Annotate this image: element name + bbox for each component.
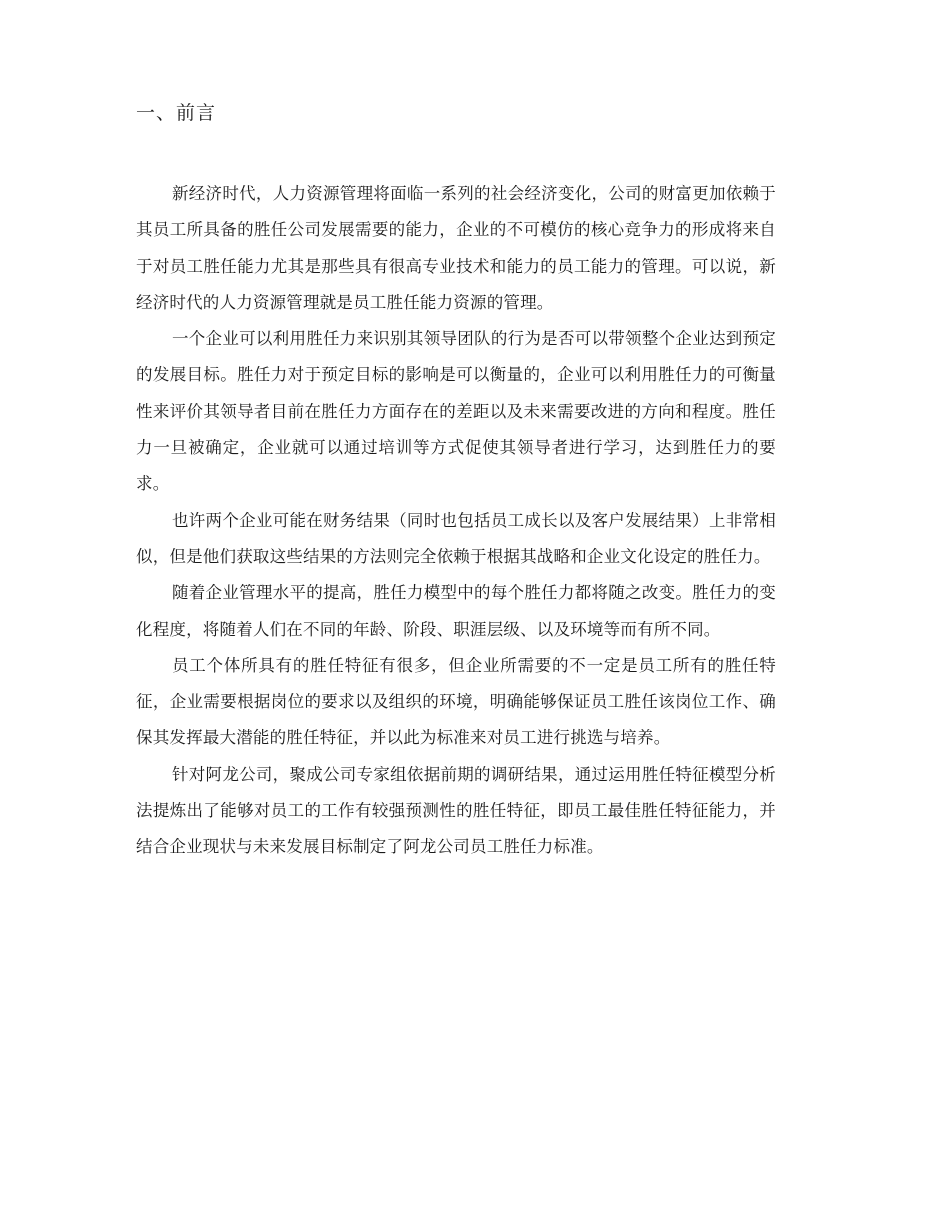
paragraph: 针对阿龙公司，聚成公司专家组依据前期的调研结果，通过运用胜任特征模型分析法提炼出了能够对员工的工作有较强预测性的胜任特征，即员工最佳胜任特征能力，并结合企业现状与未来发展目标制定了阿龙公司员工胜任力标准。 — [136, 764, 776, 857]
section-heading: 一、前言 — [136, 102, 217, 124]
paragraph: 新经济时代，人力资源管理将面临一系列的社会经济变化，公司的财富更加依赖于其员工所具备的胜任公司发展需要的能力，企业的不可模仿的核心竞争力的形成将来自于对员工胜任能力尤其是那些具有很高专业技术和能力的员工能力的管理。可以说，新经济时代的人力资源管理就是员工胜任能力资源的管理。 — [136, 184, 776, 312]
paragraph: 也许两个企业可能在财务结果（同时也包括员工成长以及客户发展结果）上非常相似，但是他们获取这些结果的方法则完全依赖于根据其战略和企业文化设定的胜任力。 — [136, 510, 776, 566]
document-body — [136, 176, 776, 866]
paragraph: 员工个体所具有的胜任特征有很多，但企业所需要的不一定是员工所有的胜任特征，企业需要根据岗位的要求以及组织的环境，明确能够保证员工胜任该岗位工作、确保其发挥最大潜能的胜任特征，并以此为标准来对员工进行挑选与培养。 — [136, 655, 776, 748]
paragraph: 一个企业可以利用胜任力来识别其领导团队的行为是否可以带领整个企业达到预定的发展目标。胜任力对于预定目标的影响是可以衡量的，企业可以利用胜任力的可衡量性来评价其领导者目前在胜任力方面存在的差距以及未来需要改进的方向和程度。胜任力一旦被确定，企业就可以通过培训等方式促使其领导者进行学习，达到胜任力的要求。 — [136, 329, 776, 494]
paragraph: 随着企业管理水平的提高，胜任力模型中的每个胜任力都将随之改变。胜任力的变化程度，将随着人们在不同的年龄、阶段、职涯层级、以及环境等而有所不同。 — [136, 583, 776, 639]
